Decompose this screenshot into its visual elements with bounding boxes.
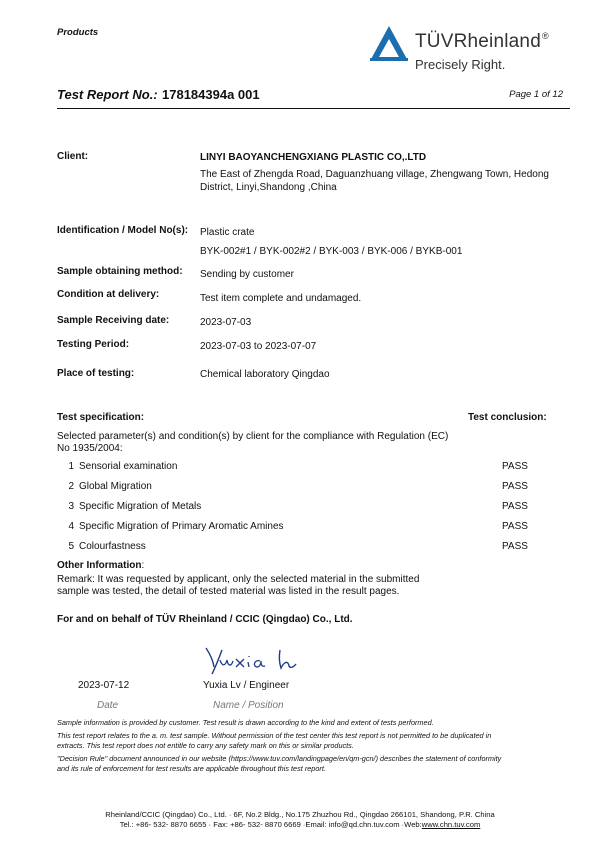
other-info-heading xyxy=(57,560,144,571)
brand-tagline: Precisely Right. xyxy=(415,57,506,72)
client-label: Client: xyxy=(57,151,89,162)
condition-label: Condition at delivery: xyxy=(57,289,160,300)
test-result: PASS xyxy=(502,541,528,552)
page-indicator: Page 1 of 12 xyxy=(509,89,563,100)
identification-value: Plastic crate xyxy=(200,227,255,238)
client-address-line-2: District, Linyi,Shandong ,China xyxy=(200,182,337,193)
test-conclusion-label: Test conclusion: xyxy=(468,412,547,423)
on-behalf-statement: For and on behalf of TÜV Rheinland / CCIC (Qingdao) Co., Ltd. xyxy=(57,614,353,625)
place-of-testing-label: Place of testing: xyxy=(57,368,135,379)
signer-name-position: Yuxia Lv / Engineer xyxy=(203,680,290,691)
disclaimer-line-4: "Decision Rule" document announced in our website (https://www.tuv.com/landingpage/en/qm-gcn/) describes the statement of conformity xyxy=(57,754,502,763)
date-caption: Date xyxy=(97,700,119,711)
test-number: 4 xyxy=(68,521,74,532)
condition-value: Test item complete and undamaged. xyxy=(200,293,362,304)
test-row xyxy=(57,541,527,555)
test-name: Sensorial examination xyxy=(79,461,178,472)
header-divider xyxy=(57,108,570,109)
testing-period-value: 2023-07-03 to 2023-07-07 xyxy=(200,341,317,352)
test-number: 2 xyxy=(68,481,74,492)
signature-date: 2023-07-12 xyxy=(78,680,130,691)
receiving-date-value: 2023-07-03 xyxy=(200,317,252,328)
test-result: PASS xyxy=(502,501,528,512)
test-row xyxy=(57,461,527,475)
footer-contact-line xyxy=(0,820,600,830)
other-info-label: Other Information xyxy=(57,560,142,571)
section-label: Products xyxy=(57,27,99,38)
other-info-colon: : xyxy=(141,560,145,571)
handwritten-signature xyxy=(200,640,310,676)
disclaimer-line-1: Sample information is provided by customer. Test result is drawn according to the kind and extent of tests performed. xyxy=(57,718,434,727)
test-row xyxy=(57,481,527,495)
sample-method-value: Sending by customer xyxy=(200,269,294,280)
report-number: 178184394a 001 xyxy=(162,87,260,102)
test-number: 5 xyxy=(68,541,74,552)
brand-name: TÜVRheinland xyxy=(415,31,541,52)
place-of-testing-value: Chemical laboratory Qingdao xyxy=(200,369,330,380)
disclaimer-line-3: extracts. This test report does not entitle to carry any safety mark on this or similar products. xyxy=(57,741,354,750)
client-address-line-1: The East of Zhengda Road, Daguanzhuang village, Zhengwang Town, Hedong xyxy=(200,169,549,180)
test-spec-label: Test specification: xyxy=(57,412,145,423)
test-result: PASS xyxy=(502,521,528,532)
test-name: Global Migration xyxy=(79,481,152,492)
footer-contact: Tel.: +86- 532- 8870 6655 · Fax: +86- 532- 8870 6669 ·Email: info@qd.chn.tuv.com ·Web: xyxy=(119,820,422,829)
client-name: LINYI BAOYANCHENGXIANG PLASTIC CO,.LTD xyxy=(200,152,427,163)
testing-period-label: Testing Period: xyxy=(57,339,130,350)
test-name: Colourfastness xyxy=(79,541,146,552)
remark-line-2: sample was tested, the detail of tested material was listed in the result pages. xyxy=(57,586,400,597)
receiving-date-label: Sample Receiving date: xyxy=(57,315,170,326)
test-result: PASS xyxy=(502,461,528,472)
identification-label: Identification / Model No(s): xyxy=(57,225,189,236)
test-number: 3 xyxy=(68,501,74,512)
remark-line-1: Remark: It was requested by applicant, only the selected material in the submitted xyxy=(57,574,420,585)
disclaimer-line-2: This test report relates to the a. m. test sample. Without permission of the test center this test report is not permitted to be duplicated in xyxy=(57,731,492,740)
report-number-label: Test Report No.: xyxy=(57,87,158,102)
test-name: Specific Migration of Primary Aromatic Amines xyxy=(79,521,284,532)
test-row xyxy=(57,501,527,515)
model-numbers: BYK-002#1 / BYK-002#2 / BYK-003 / BYK-006 / BYKB-001 xyxy=(200,246,463,257)
sample-method-label: Sample obtaining method: xyxy=(57,266,183,277)
test-row xyxy=(57,521,527,535)
disclaimer-line-5: and its rule of enforcement for test results are applicable throughout this test report. xyxy=(57,764,326,773)
footer-address: Rheinland/CCIC (Qingdao) Co., Ltd. · 6F, No.2 Bldg., No.175 Zhuzhou Rd., Qingdao 266101, Shandong, P.R. China xyxy=(105,810,495,819)
name-position-caption: Name / Position xyxy=(213,700,284,711)
spec-intro-line-2: No 1935/2004: xyxy=(57,443,123,454)
spec-intro-line-1: Selected parameter(s) and condition(s) by client for the compliance with Regulation (EC) xyxy=(57,431,449,442)
registered-mark: ® xyxy=(541,31,549,41)
test-number: 1 xyxy=(68,461,74,472)
tuv-triangle-icon xyxy=(368,24,410,64)
test-name: Specific Migration of Metals xyxy=(79,501,202,512)
tuv-logo xyxy=(368,22,568,78)
test-result: PASS xyxy=(502,481,528,492)
footer-web-link[interactable]: www.chn.tuv.com xyxy=(421,820,481,829)
